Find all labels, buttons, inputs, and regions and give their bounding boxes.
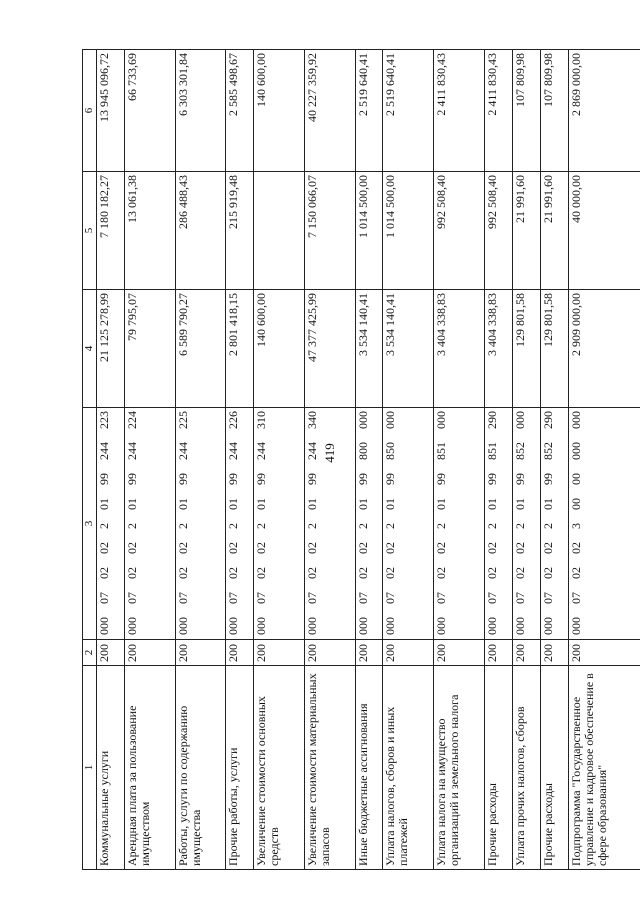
code-segment: 02: [484, 567, 499, 579]
row-value-v5: 215 919,48: [226, 172, 254, 290]
row-value-v6: 140 600,00: [254, 50, 305, 172]
row-value-v6: 2 519 640,41: [383, 50, 434, 172]
code-segment: 99: [540, 473, 555, 485]
code-segment: 07: [254, 592, 269, 604]
row-name: Уплата налогов, сборов и иных платежей: [383, 666, 434, 870]
code-segment: 01: [175, 498, 190, 510]
row-value-v4: 6 589 790,27: [175, 290, 226, 408]
row-code: [254, 408, 305, 640]
code-segment: 000: [226, 617, 241, 635]
code-segment: 02: [434, 567, 449, 579]
code-segment: 000: [568, 617, 583, 635]
table-row: [304, 50, 355, 870]
code-segment: 01: [304, 498, 319, 510]
code-segment: 99: [355, 473, 370, 485]
row-code: [304, 408, 355, 640]
code-segment: 2: [383, 523, 398, 529]
code-segment: 000: [540, 617, 555, 635]
code-segment: 02: [434, 542, 449, 554]
code-segments: [384, 411, 397, 635]
code-segments: [514, 411, 527, 635]
table-row: [226, 50, 254, 870]
row-code: [383, 408, 434, 640]
row-value-v5: 1 014 500,00: [355, 172, 383, 290]
code-segment: 02: [124, 542, 139, 554]
code-segment: 000: [124, 617, 139, 635]
code-segment: 01: [355, 498, 370, 510]
code-segment: 850: [383, 442, 398, 460]
code-segment: 00: [568, 473, 583, 485]
code-segment: 224: [124, 411, 139, 429]
code-segment: 000: [383, 411, 398, 429]
row-grbs: 200: [97, 640, 125, 666]
code-segment: 07: [383, 592, 398, 604]
code-segment: 290: [484, 411, 499, 429]
row-code: [512, 408, 540, 640]
row-value-v6: 2 869 000,00: [568, 50, 640, 172]
code-segment: 2: [254, 523, 269, 529]
code-segment: 02: [568, 567, 583, 579]
row-name: Коммунальные услуги: [97, 666, 125, 870]
code-segment: 852: [540, 442, 555, 460]
row-grbs: 200: [540, 640, 568, 666]
code-segment: 2: [434, 523, 449, 529]
code-segments: [357, 411, 370, 635]
code-segment: 02: [254, 542, 269, 554]
row-name: Арендная плата за пользование имуществом: [124, 666, 175, 870]
code-segment: 02: [175, 542, 190, 554]
row-value-v5: 40 000,00: [568, 172, 640, 290]
row-value-v4: 3 404 338,83: [434, 290, 485, 408]
code-segment: 000: [175, 617, 190, 635]
row-name: Иные бюджетные ассигнования: [355, 666, 383, 870]
row-code: [434, 408, 485, 640]
code-segment: 02: [97, 542, 111, 554]
row-value-v5: 992 508,40: [484, 172, 512, 290]
code-segment: 99: [97, 473, 111, 485]
row-code: [568, 408, 640, 640]
row-value-v6: 107 809,98: [540, 50, 568, 172]
row-code: [540, 408, 568, 640]
code-segment: 290: [540, 411, 555, 429]
code-segments: [126, 411, 139, 635]
code-segment: 02: [226, 567, 241, 579]
code-segment: 000: [512, 617, 527, 635]
code-segment: 07: [175, 592, 190, 604]
code-segment: 2: [97, 523, 111, 529]
code-segment: 2: [484, 523, 499, 529]
code-segment: 99: [512, 473, 527, 485]
row-code: [355, 408, 383, 640]
table-row: [355, 50, 383, 870]
row-name: Уплата налога на имущество организаций и земельного налога: [434, 666, 485, 870]
code-segments: [570, 411, 583, 635]
code-segment: 851: [434, 442, 449, 460]
code-segment: 07: [97, 592, 111, 604]
code-segments: [542, 411, 555, 635]
code-segment: 02: [484, 542, 499, 554]
row-value-v6: 107 809,98: [512, 50, 540, 172]
header-cell: 1: [83, 666, 97, 870]
code-segment: 852: [512, 442, 527, 460]
code-segment: 000: [254, 617, 269, 635]
code-segment: 02: [97, 567, 111, 579]
header-cell: 6: [83, 50, 97, 172]
table-row: [124, 50, 175, 870]
code-segment: 07: [434, 592, 449, 604]
code-segment: 02: [124, 567, 139, 579]
page-number: 419: [322, 443, 337, 463]
row-value-v6: 2 411 830,43: [434, 50, 485, 172]
table-row: [540, 50, 568, 870]
code-segment: 2: [304, 523, 319, 529]
code-segment: 851: [484, 442, 499, 460]
code-segment: 99: [226, 473, 241, 485]
row-value-v4: 2 909 000,00: [568, 290, 640, 408]
row-value-v6: 2 519 640,41: [355, 50, 383, 172]
row-value-v5: 286 488,43: [175, 172, 226, 290]
code-segment: 01: [124, 498, 139, 510]
code-segment: 02: [512, 542, 527, 554]
code-segment: 000: [512, 411, 527, 429]
header-cell: 4: [83, 290, 97, 408]
code-segment: 07: [568, 592, 583, 604]
code-segment: 99: [254, 473, 269, 485]
code-segment: 2: [512, 523, 527, 529]
row-code: [484, 408, 512, 640]
code-segment: 3: [568, 523, 583, 529]
row-name: Уплата прочих налогов, сборов: [512, 666, 540, 870]
code-segment: 99: [383, 473, 398, 485]
code-segment: 01: [226, 498, 241, 510]
row-value-v4: 47 377 425,99: [304, 290, 355, 408]
code-segments: [255, 411, 268, 635]
table-row: [512, 50, 540, 870]
table-row: [568, 50, 640, 870]
code-segment: 07: [540, 592, 555, 604]
row-grbs: 200: [512, 640, 540, 666]
table-row: [484, 50, 512, 870]
code-segment: 2: [226, 523, 241, 529]
code-segment: 000: [383, 617, 398, 635]
code-segments: [306, 411, 319, 635]
code-segment: 223: [97, 411, 111, 429]
code-segment: 99: [304, 473, 319, 485]
table-row: [97, 50, 125, 870]
code-segment: 000: [434, 411, 449, 429]
code-segment: 02: [383, 542, 398, 554]
code-segment: 02: [355, 542, 370, 554]
code-segment: 340: [304, 411, 319, 429]
code-segment: 800: [355, 442, 370, 460]
code-segment: 2: [355, 523, 370, 529]
row-value-v5: 21 991,60: [512, 172, 540, 290]
row-name: Прочие расходы: [484, 666, 512, 870]
row-grbs: 200: [484, 640, 512, 666]
code-segment: 01: [97, 498, 111, 510]
row-grbs: 200: [254, 640, 305, 666]
code-segment: 01: [254, 498, 269, 510]
row-value-v4: 79 795,07: [124, 290, 175, 408]
code-segments: [486, 411, 499, 635]
code-segment: 02: [355, 567, 370, 579]
code-segment: 2: [175, 523, 190, 529]
code-segment: 02: [304, 542, 319, 554]
code-segment: 000: [304, 617, 319, 635]
code-segment: 310: [254, 411, 269, 429]
row-value-v4: 3 534 140,41: [355, 290, 383, 408]
code-segment: 07: [226, 592, 241, 604]
code-segment: 000: [97, 617, 111, 635]
row-value-v5: 7 180 182,27: [97, 172, 125, 290]
row-value-v6: 40 227 359,92: [304, 50, 355, 172]
header-cell: 3: [83, 408, 97, 640]
code-segment: 244: [254, 442, 269, 460]
row-grbs: 200: [383, 640, 434, 666]
code-segment: 99: [175, 473, 190, 485]
row-code: [226, 408, 254, 640]
header-cell: 2: [83, 640, 97, 666]
code-segment: 000: [484, 617, 499, 635]
row-grbs: 200: [355, 640, 383, 666]
code-segment: 244: [226, 442, 241, 460]
code-segment: 02: [540, 567, 555, 579]
code-segment: 000: [568, 411, 583, 429]
code-segments: [227, 411, 240, 635]
row-grbs: 200: [124, 640, 175, 666]
code-segment: 07: [355, 592, 370, 604]
row-grbs: 200: [434, 640, 485, 666]
table-row: [175, 50, 226, 870]
code-segment: 07: [512, 592, 527, 604]
row-name: Увеличение стоимости основных средств: [254, 666, 305, 870]
row-code: [124, 408, 175, 640]
code-segment: 99: [124, 473, 139, 485]
code-segment: 244: [304, 442, 319, 460]
row-value-v4: 2 801 418,15: [226, 290, 254, 408]
code-segment: 07: [124, 592, 139, 604]
table-row: [434, 50, 485, 870]
table-row: [383, 50, 434, 870]
code-segment: 000: [355, 617, 370, 635]
row-value-v5: 21 991,60: [540, 172, 568, 290]
row-value-v4: 129 801,58: [540, 290, 568, 408]
code-segment: 2: [540, 523, 555, 529]
row-value-v4: 21 125 278,99: [97, 290, 125, 408]
code-segment: 07: [484, 592, 499, 604]
row-value-v6: 2 411 830,43: [484, 50, 512, 172]
row-value-v5: 13 061,38: [124, 172, 175, 290]
row-value-v4: 3 534 140,41: [383, 290, 434, 408]
code-segment: 01: [434, 498, 449, 510]
code-segment: 02: [512, 567, 527, 579]
code-segment: 07: [304, 592, 319, 604]
rotated-table-container: [82, 50, 640, 870]
row-value-v6: 66 733,69: [124, 50, 175, 172]
code-segment: 000: [434, 617, 449, 635]
code-segment: 02: [568, 542, 583, 554]
code-segments: [177, 411, 190, 635]
code-segment: 02: [254, 567, 269, 579]
row-value-v4: 140 600,00: [254, 290, 305, 408]
code-segment: 02: [540, 542, 555, 554]
header-cell: 5: [83, 172, 97, 290]
code-segment: 01: [540, 498, 555, 510]
code-segments: [98, 411, 111, 635]
header-row: [83, 50, 97, 870]
row-grbs: 200: [175, 640, 226, 666]
code-segment: 99: [434, 473, 449, 485]
row-value-v6: 2 585 498,67: [226, 50, 254, 172]
code-segment: 02: [383, 567, 398, 579]
row-name: Подпрограмма "Государственное управление и кадровое обеспечение в сфере образования": [568, 666, 640, 870]
code-segment: 02: [226, 542, 241, 554]
code-segment: 244: [175, 442, 190, 460]
row-value-v5: 992 508,40: [434, 172, 485, 290]
code-segments: [435, 411, 448, 635]
row-value-v5: [254, 172, 305, 290]
code-segment: 226: [226, 411, 241, 429]
code-segment: 99: [484, 473, 499, 485]
code-segment: 02: [175, 567, 190, 579]
code-segment: 000: [355, 411, 370, 429]
code-segment: 00: [568, 498, 583, 510]
row-name: Увеличение стоимости материальных запасов: [304, 666, 355, 870]
code-segment: 01: [383, 498, 398, 510]
code-segment: 2: [124, 523, 139, 529]
code-segment: 244: [97, 442, 111, 460]
row-grbs: 200: [226, 640, 254, 666]
code-segment: 244: [124, 442, 139, 460]
budget-table: [82, 49, 640, 870]
row-name: Работы, услуги по содержанию имущества: [175, 666, 226, 870]
code-segment: 01: [484, 498, 499, 510]
row-code: [175, 408, 226, 640]
row-value-v4: 129 801,58: [512, 290, 540, 408]
row-grbs: 200: [568, 640, 640, 666]
code-segment: 02: [304, 567, 319, 579]
code-segment: 01: [512, 498, 527, 510]
row-grbs: 200: [304, 640, 355, 666]
table-row: [254, 50, 305, 870]
row-code: [97, 408, 125, 640]
row-value-v5: 7 150 066,07: [304, 172, 355, 290]
row-value-v6: 6 303 301,84: [175, 50, 226, 172]
row-name: Прочие работы, услуги: [226, 666, 254, 870]
row-value-v5: 1 014 500,00: [383, 172, 434, 290]
row-value-v6: 13 945 096,72: [97, 50, 125, 172]
code-segment: 000: [568, 442, 583, 460]
row-name: Прочие расходы: [540, 666, 568, 870]
row-value-v4: 3 404 338,83: [484, 290, 512, 408]
code-segment: 225: [175, 411, 190, 429]
